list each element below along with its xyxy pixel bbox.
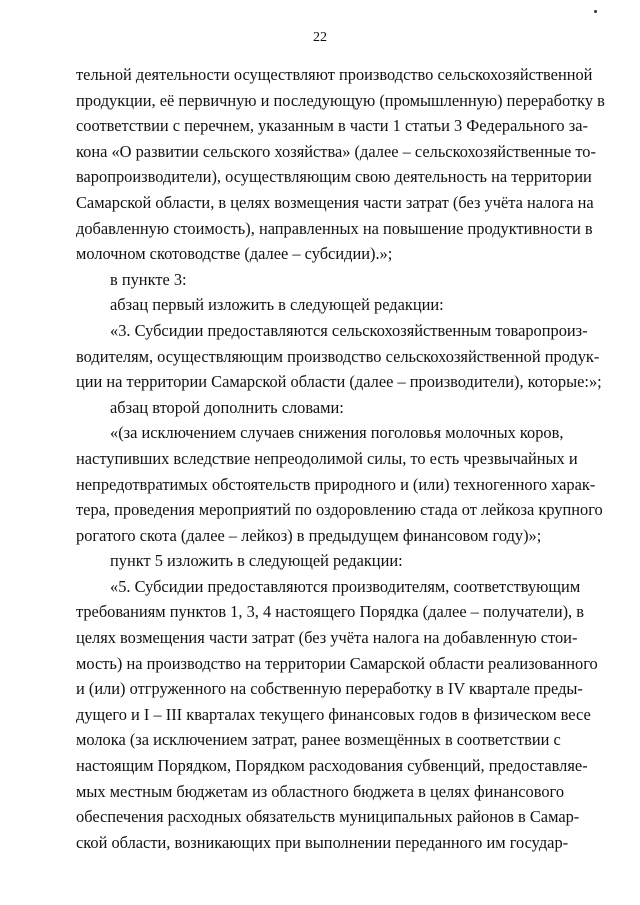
text-line: мость) на производство на территории Самарской области реализованного — [76, 653, 598, 673]
scan-speck — [594, 10, 597, 13]
text-line: варопроизводители), осуществляющим свою деятельность на территории — [76, 167, 592, 187]
text-line: ской области, возникающих при выполнении переданного им государ- — [76, 832, 569, 852]
text-line: абзац первый изложить в следующей редакции: — [110, 295, 444, 315]
text-line: абзац второй дополнить словами: — [110, 397, 344, 417]
text-line: водителям, осуществляющим производство сельскохозяйственной продук- — [76, 346, 600, 366]
text-line: настоящим Порядком, Порядком расходования субвенций, предоставляе- — [76, 756, 588, 776]
text-line: «3. Субсидии предоставляются сельскохозяйственным товаропроиз- — [110, 320, 588, 340]
text-line: целях возмещения части затрат (без учёта налога на добавленную стои- — [76, 628, 578, 648]
text-line: тельной деятельности осуществляют производство сельскохозяйственной — [76, 65, 593, 84]
text-line: и (или) отгруженного на собственную переработку в IV квартале преды- — [76, 679, 583, 699]
text-line: кона «О развитии сельского хозяйства» (далее – сельскохозяйственные то- — [76, 141, 596, 161]
text-line: молочном скотоводстве (далее – субсидии).»; — [76, 244, 393, 264]
text-line: обеспечения расходных обязательств муниципальных районов в Самар- — [76, 807, 580, 827]
text-line: мых местным бюджетам из областного бюджета в целях финансового — [76, 781, 565, 801]
text-line: пункт 5 изложить в следующей редакции: — [110, 551, 403, 571]
text-line: Самарской области, в целях возмещения части затрат (без учёта налога на — [76, 192, 594, 212]
text-line: наступивших вследствие непреодолимой силы, то есть чрезвычайных и — [76, 448, 578, 468]
document-body — [76, 62, 605, 855]
text-line: требованиям пунктов 1, 3, 4 настоящего Порядка (далее – получатели), в — [76, 602, 584, 622]
text-line: соответствии с перечнем, указанным в части 1 статьи 3 Федерального за- — [76, 116, 588, 136]
text-line: в пункте 3: — [110, 269, 187, 289]
text-line: добавленную стоимость), направленных на повышение продуктивности в — [76, 218, 593, 238]
text-line: ции на территории Самарской области (далее – производители), которые:»; — [76, 372, 602, 392]
text-line: рогатого скота (далее – лейкоз) в предыдущем финансовом году)»; — [76, 525, 542, 545]
text-line: непредотвратимых обстоятельств природного и (или) техногенного харак- — [76, 474, 596, 494]
text-line: «5. Субсидии предоставляются производителям, соответствующим — [110, 576, 581, 596]
text-line: тера, проведения мероприятий по оздоровлению стада от лейкоза крупного — [76, 500, 603, 520]
page-number: 22 — [313, 30, 327, 45]
text-line: продукции, её первичную и последующую (промышленную) переработку в — [76, 90, 605, 110]
text-line: молока (за исключением затрат, ранее возмещённых в соответствии с — [76, 730, 561, 750]
text-line: дущего и I – III кварталах текущего финансовых годов в физическом весе — [76, 704, 591, 724]
text-line: «(за исключением случаев снижения поголовья молочных коров, — [110, 423, 564, 443]
